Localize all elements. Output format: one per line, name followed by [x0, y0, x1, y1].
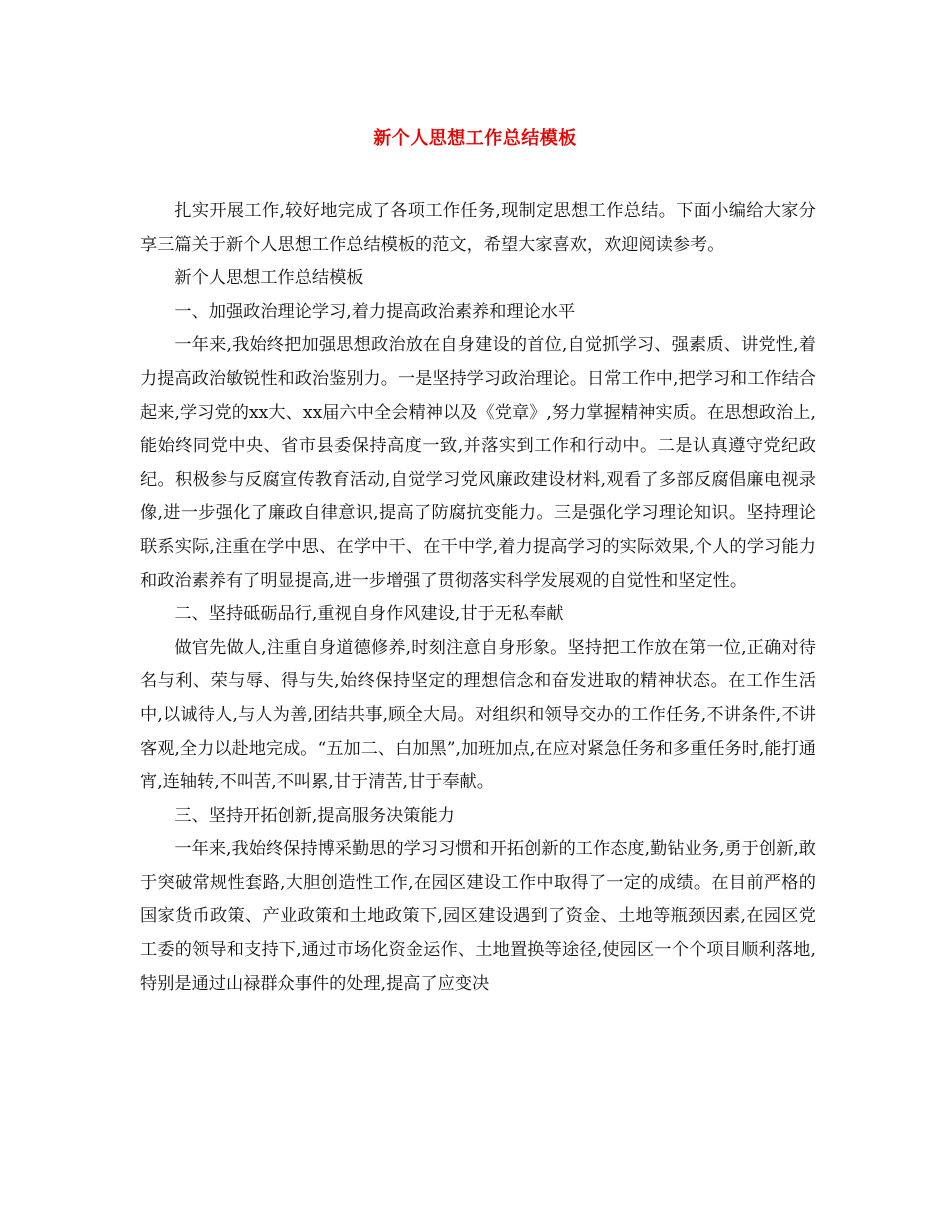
- document-body: [140, 195, 816, 1001]
- document-title: 新个人思想工作总结模板: [373, 128, 577, 149]
- subtitle-paragraph: 新个人思想工作总结模板: [174, 268, 364, 289]
- section-2-paragraph: 做官先做人,注重自身道德修养,时刻注意自身形象。坚持把工作放在第一位,正确对待名与利、荣与辱、得与失,始终保持坚定的理想信念和奋发进取的精神状态。在工作生活中,以诚待人,与人为善,团结共事,顾全大局。对组织和领导交办的工作任务,不讲条件,不讲客观,全力以赴地完成。“五加二、白加黑”,加班加点,在应对紧急任务和多重任务时,能打通宵,连轴转,不叫苦,不叫累,甘于清苦,甘于奉献。: [140, 637, 816, 793]
- section-heading-1: 一、加强政治理论学习,着力提高政治素养和理论水平: [174, 301, 576, 322]
- section-heading-2: 二、坚持砥砺品行,重视自身作风建设,甘于无私奉献: [174, 604, 564, 625]
- section-heading-3: 三、坚持开拓创新,提高服务决策能力: [174, 805, 455, 826]
- section-3-paragraph: 一年来,我始终保持博采勤思的学习习惯和开拓创新的工作态度,勤钻业务,勇于创新,敢于突破常规性套路,大胆创造性工作,在园区建设工作中取得了一定的成绩。在目前严格的国家货币政策、产业政策和土地政策下,园区建设遇到了资金、土地等瓶颈因素,在园区党工委的领导和支持下,通过市场化资金运作、土地置换等途径,使园区一个个项目顺利落地,特别是通过山禄群众事件的处理,提高了应变决: [140, 839, 816, 994]
- intro-paragraph: 扎实开展工作,较好地完成了各项工作任务,现制定思想工作总结。下面小编给大家分享三篇关于新个人思想工作总结模板的范文，希望大家喜欢，欢迎阅读参考。: [140, 201, 816, 255]
- section-1-paragraph: 一年来,我始终把加强思想政治放在自身建设的首位,自觉抓学习、强素质、讲党性,着力提高政治敏锐性和政治鉴别力。一是坚持学习政治理论。日常工作中,把学习和工作结合起来,学习党的xx大、xx届六中全会精神以及《党章》,努力掌握精神实质。在思想政治上,能始终同党中央、省市县委保持高度一致,并落实到工作和行动中。二是认真遵守党纪政纪。积极参与反腐宣传教育活动,自觉学习党风廉政建设材料,观看了多部反腐倡廉电视录像,进一步强化了廉政自律意识,提高了防腐抗变能力。三是强化学习理论知识。坚持理论联系实际,注重在学中思、在学中干、在干中学,着力提高学习的实际效果,个人的学习能力和政治素养有了明显提高,进一步增强了贯彻落实科学发展观的自觉性和坚定性。: [140, 335, 816, 591]
